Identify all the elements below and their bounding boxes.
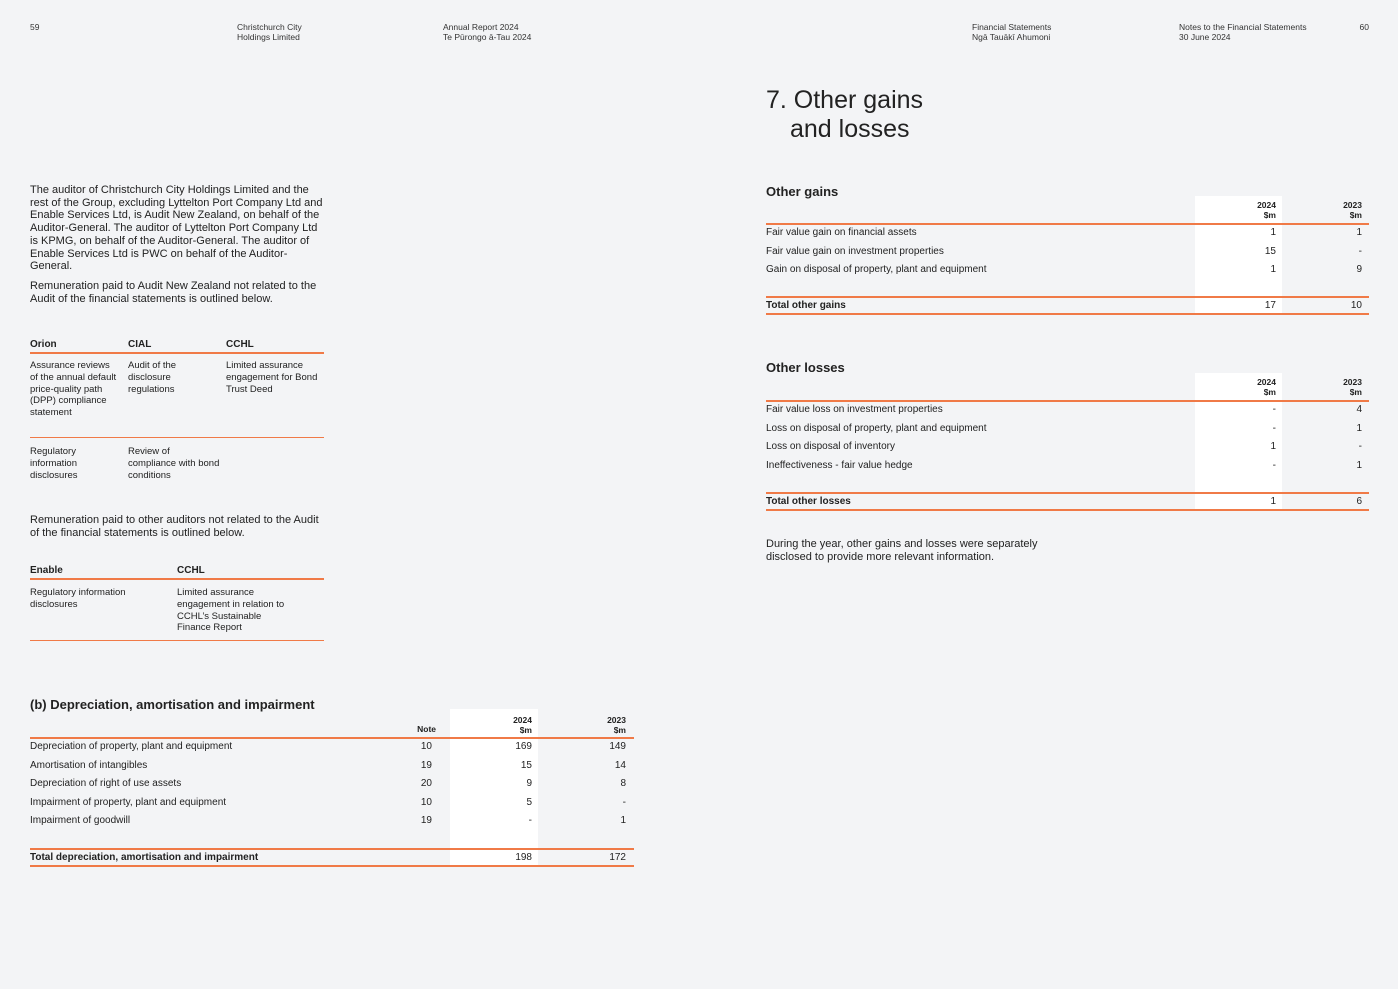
cell-cchl-other-1: Limited assurance engagement in relation to CCHL’s Sustainable Finance Report bbox=[177, 587, 285, 634]
gains-losses-note: During the year, other gains and losses were separately disclosed to provide more relevant information. bbox=[766, 538, 1038, 563]
col-orion: Orion bbox=[30, 339, 57, 350]
table-row: Fair value gain on financial assets 1 1 bbox=[766, 227, 1362, 238]
page-title-line1: 7. Other gains bbox=[766, 86, 924, 114]
col-cial: CIAL bbox=[128, 339, 152, 350]
col-cchl-2: CCHL bbox=[177, 565, 205, 576]
table-row: Amortisation of intangibles 19 15 14 bbox=[30, 759, 626, 771]
other-auditors-table bbox=[30, 565, 324, 645]
col-enable: Enable bbox=[30, 565, 63, 576]
remuneration-paragraph-2: Remuneration paid to other auditors not related to the Audit of the financial statements is outlined below. bbox=[30, 514, 319, 539]
table-row: Impairment of property, plant and equipment 10 5 - bbox=[30, 796, 626, 808]
remuneration-paragraph-1: Remuneration paid to Audit New Zealand not related to the Audit of the financial statements is outlined below. bbox=[30, 280, 317, 305]
header-section-line2: Ngā Tauākī Ahumoni bbox=[972, 32, 1051, 42]
col-2024: 2024 $m bbox=[513, 715, 532, 735]
col-2024: 2024 $m bbox=[1257, 200, 1276, 220]
header-section-line1: Financial Statements bbox=[972, 22, 1052, 32]
table-row: Depreciation of property, plant and equipment 10 169 149 bbox=[30, 741, 626, 752]
table-row: Depreciation of right of use assets 20 9 8 bbox=[30, 778, 626, 789]
cell-cial-1: Audit of the disclosure regulations bbox=[128, 360, 177, 395]
cell-cial-2: Review of compliance with bond conditions bbox=[128, 446, 220, 481]
table-row: Ineffectiveness - fair value hedge - 1 bbox=[766, 459, 1362, 471]
depreciation-title: (b) Depreciation, amortisation and impairment bbox=[30, 697, 315, 712]
header-section bbox=[972, 22, 1051, 42]
total-row: Total other gains 17 10 bbox=[766, 300, 1362, 311]
table-row: Fair value gain on investment properties 15 - bbox=[766, 245, 1362, 257]
audit-nz-table bbox=[30, 339, 324, 489]
cell-orion-2: Regulatory information disclosures bbox=[30, 446, 78, 481]
col-2024: 2024 $m bbox=[1257, 377, 1276, 397]
header-notes-line2: 30 June 2024 bbox=[1179, 32, 1231, 42]
auditor-paragraph: The auditor of Christchurch City Holdings Limited and the rest of the Group, excluding Lyttelton Port Company Ltd and Enable Services Ltd, is Audit New Zealand, on behalf of the Auditor-General. The auditor of Lyttelton Port Company Ltd is KPMG, on behalf of the Auditor-General. The auditor of Enable Services Ltd is PWC on behalf of the Auditor-General. bbox=[30, 184, 323, 273]
table-row: Loss on disposal of property, plant and equipment - 1 bbox=[766, 422, 1362, 434]
header-report-line1: Annual Report 2024 bbox=[443, 22, 519, 32]
table-row: Impairment of goodwill 19 - 1 bbox=[30, 815, 626, 826]
header-notes bbox=[1179, 22, 1307, 42]
depreciation-table bbox=[30, 709, 634, 869]
header-report bbox=[443, 22, 531, 42]
other-gains-title: Other gains bbox=[766, 184, 839, 199]
other-losses-title: Other losses bbox=[766, 360, 845, 375]
table-row: Gain on disposal of property, plant and equipment 1 9 bbox=[766, 264, 1362, 275]
cell-cchl-1: Limited assurance engagement for Bond Trust Deed bbox=[226, 360, 318, 395]
col-2023: 2023 $m bbox=[1343, 377, 1362, 397]
col-cchl: CCHL bbox=[226, 339, 254, 350]
col-note: Note bbox=[417, 724, 436, 734]
page-number-left: 59 bbox=[30, 22, 40, 32]
table-row: Fair value loss on investment properties - 4 bbox=[766, 404, 1362, 415]
table-row: Loss on disposal of inventory 1 - bbox=[766, 441, 1362, 452]
cell-enable-1: Regulatory information disclosures bbox=[30, 587, 126, 610]
col-2023: 2023 $m bbox=[1343, 200, 1362, 220]
total-row: Total depreciation, amortisation and impairment 198 172 bbox=[30, 852, 626, 863]
header-org-line2: Holdings Limited bbox=[237, 32, 300, 42]
other-losses-table bbox=[766, 373, 1369, 513]
total-row: Total other losses 1 6 bbox=[766, 496, 1362, 507]
cell-orion-1: Assurance reviews of the annual default price-quality path (DPP) compliance statement bbox=[30, 360, 117, 419]
page-number-right: 60 bbox=[1359, 22, 1369, 32]
col-2023: 2023 $m bbox=[607, 715, 626, 735]
header-report-line2: Te Pūrongo ā-Tau 2024 bbox=[443, 32, 532, 42]
header-organisation bbox=[237, 22, 302, 42]
header-notes-line1: Notes to the Financial Statements bbox=[1179, 22, 1307, 32]
page-title bbox=[766, 86, 923, 144]
page-title-line2: and losses bbox=[790, 115, 910, 143]
other-gains-table bbox=[766, 196, 1369, 316]
header-org-line1: Christchurch City bbox=[237, 22, 302, 32]
